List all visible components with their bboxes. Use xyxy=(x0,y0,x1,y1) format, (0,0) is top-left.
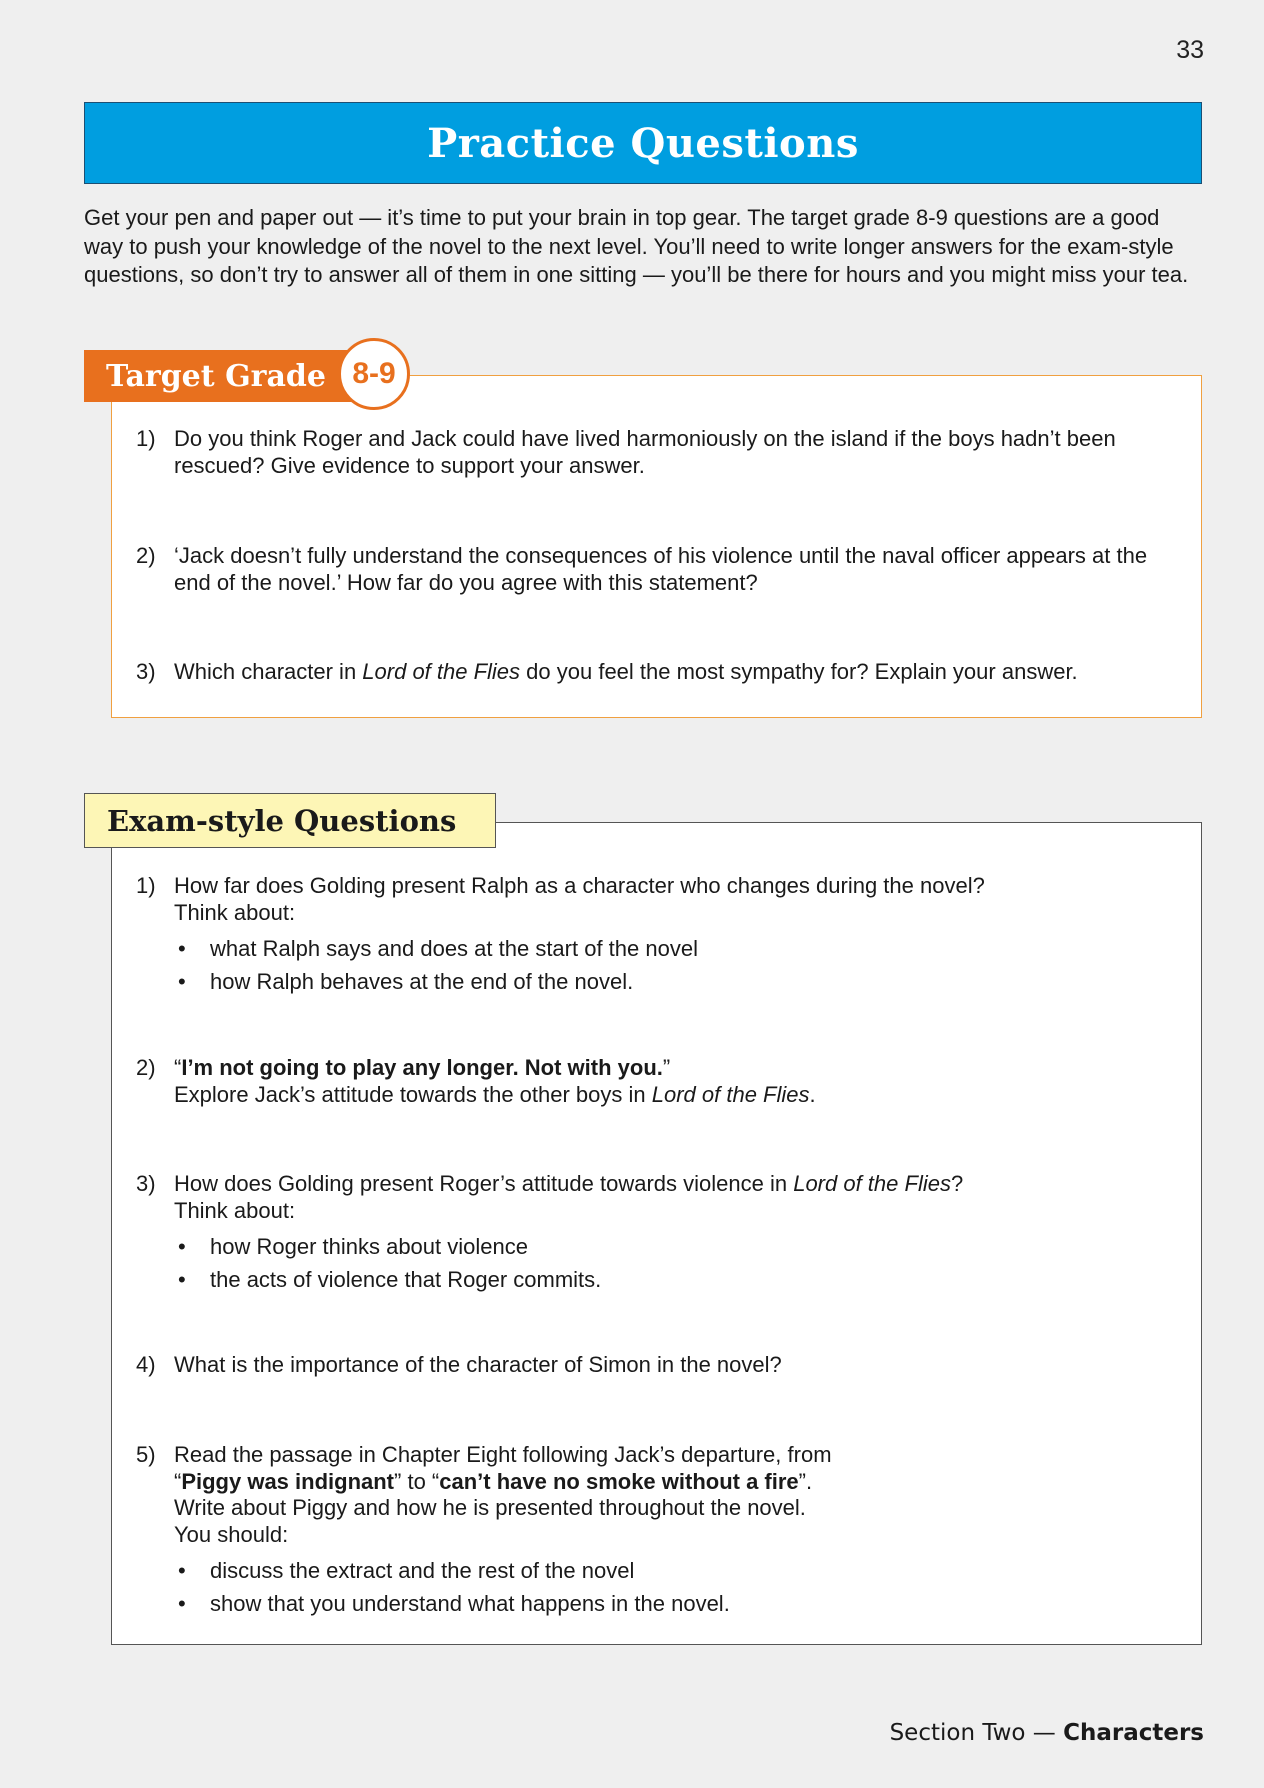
text-segment: . xyxy=(809,1081,816,1107)
target-question-2 xyxy=(136,543,1186,596)
target-grade-label: Target Grade xyxy=(106,358,326,394)
intro-text: Get your pen and paper out — it’s time to put your brain in top gear. The target grade 8-9 questions are a good way to push your knowledge of the novel to the next level. You’ll need to write longer answers for the exam-style questions, so don’t try to answer all of them in one sitting — you’ll be there for hours and you might miss your tea. xyxy=(84,205,1189,287)
exam-questions-tab xyxy=(84,793,496,848)
think-about: Think about: xyxy=(174,1197,296,1223)
bullet-list xyxy=(174,1230,1186,1296)
question-text: How far does Golding present Ralph as a character who changes during the novel? xyxy=(174,873,985,898)
you-should: You should: xyxy=(174,1521,289,1547)
question-number: 1) xyxy=(136,873,156,898)
bullet-icon: • xyxy=(178,936,186,961)
text-segment: do you feel the most sympathy for? Explain your answer. xyxy=(520,659,1078,684)
question-number: 5) xyxy=(136,1442,156,1467)
book-title: Lord of the Flies xyxy=(362,659,521,684)
bullet-icon: • xyxy=(178,1591,186,1616)
question-number: 3) xyxy=(136,1171,156,1196)
bullet-icon: • xyxy=(178,969,186,994)
list-item-text: how Roger thinks about violence xyxy=(210,1234,528,1259)
text-segment: ” to “ xyxy=(394,1468,440,1494)
bullet-icon: • xyxy=(178,1234,186,1259)
exam-question-4 xyxy=(136,1352,1186,1379)
book-title: Lord of the Flies xyxy=(793,1171,951,1196)
text-segment: ? xyxy=(950,1171,964,1196)
list-item-text: show that you understand what happens in the novel. xyxy=(210,1591,730,1616)
question-text xyxy=(174,1082,1186,1109)
list-item xyxy=(174,1230,1186,1263)
question-number: 3) xyxy=(136,659,156,684)
target-question-1 xyxy=(136,426,1186,479)
question-text: What is the importance of the character of Simon in the novel? xyxy=(174,1352,782,1377)
question-text xyxy=(174,1171,1186,1198)
footer-chapter: Characters xyxy=(1063,1720,1204,1746)
exam-question-5 xyxy=(136,1442,1186,1620)
intro-paragraph xyxy=(84,204,1204,290)
quote-text: I’m not going to play any longer. Not with you. xyxy=(181,1055,663,1080)
list-item xyxy=(174,932,1186,965)
target-question-3 xyxy=(136,659,1186,686)
quote-mark: “ xyxy=(174,1055,182,1080)
book-title: Lord of the Flies xyxy=(651,1081,810,1107)
text-segment: Which character in xyxy=(174,659,363,684)
exam-question-2 xyxy=(136,1055,1186,1108)
grade-badge xyxy=(338,338,410,410)
exam-question-3 xyxy=(136,1171,1186,1296)
list-item-text: discuss the extract and the rest of the novel xyxy=(210,1558,635,1583)
list-item-text: the acts of violence that Roger commits. xyxy=(210,1267,602,1292)
question-number: 1) xyxy=(136,426,156,451)
list-item-text: how Ralph behaves at the end of the novel. xyxy=(210,969,634,994)
list-item xyxy=(174,1554,1186,1587)
quote-line xyxy=(174,1469,1186,1496)
exam-question-1 xyxy=(136,873,1186,998)
text-segment: How does Golding present Roger’s attitude towards violence in xyxy=(174,1171,794,1196)
question-text: Do you think Roger and Jack could have lived harmoniously on the island if the boys hadn’t been rescued? Give evidence to support your answer. xyxy=(174,426,1116,478)
footer-section: Section Two — xyxy=(889,1720,1064,1746)
list-item-text: what Ralph says and does at the start of the novel xyxy=(210,936,698,961)
footer xyxy=(890,1720,1204,1746)
question-text xyxy=(174,659,1186,686)
title-banner xyxy=(84,102,1202,184)
question-number: 4) xyxy=(136,1352,156,1377)
question-text: Read the passage in Chapter Eight following Jack’s departure, from xyxy=(174,1442,832,1467)
bullet-icon: • xyxy=(178,1267,186,1292)
question-text: Write about Piggy and how he is presented throughout the novel. xyxy=(174,1495,806,1520)
question-text: ‘Jack doesn’t fully understand the consequences of his violence until the naval officer appears at the end of the novel.’ How far do you agree with this statement? xyxy=(174,543,1148,595)
quote-line xyxy=(174,1055,1186,1082)
quote-mark: ” xyxy=(662,1055,671,1080)
question-number: 2) xyxy=(136,543,156,568)
list-item xyxy=(174,965,1186,998)
target-grade-tab xyxy=(84,350,352,402)
page-title: Practice Questions xyxy=(427,119,859,167)
think-about: Think about: xyxy=(174,899,296,925)
text-segment: Explore Jack’s attitude towards the other boys in xyxy=(174,1081,652,1107)
question-number: 2) xyxy=(136,1055,156,1080)
grade-badge-text: 8-9 xyxy=(352,357,396,390)
bullet-list xyxy=(174,932,1186,998)
quote-text: Piggy was indignant xyxy=(181,1468,395,1494)
list-item xyxy=(174,1587,1186,1620)
exam-questions-label: Exam-style Questions xyxy=(107,803,457,838)
bullet-list xyxy=(174,1554,1186,1620)
list-item xyxy=(174,1263,1186,1296)
quote-mark: ”. xyxy=(798,1468,813,1494)
page-number: 33 xyxy=(1176,36,1204,64)
quote-text: can’t have no smoke without a fire xyxy=(439,1468,799,1494)
quote-mark: “ xyxy=(174,1468,182,1494)
bullet-icon: • xyxy=(178,1558,186,1583)
